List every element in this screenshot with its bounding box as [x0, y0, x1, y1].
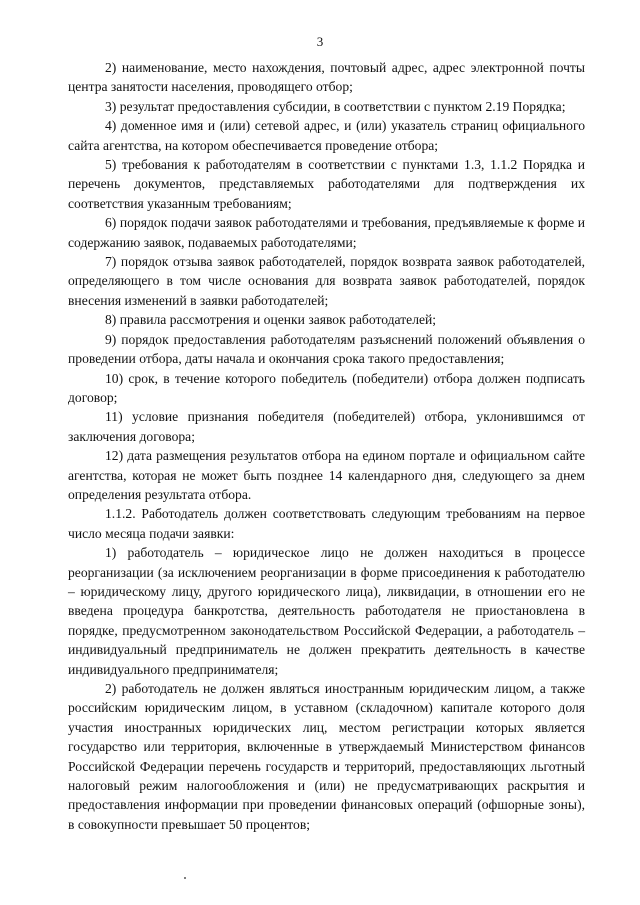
paragraph-item-2: 2) наименование, место нахождения, почтовый адрес, адрес электронной почты центра занятости населения, проводящего отбор;: [68, 60, 585, 95]
paragraph-item-11: 11) условие признания победителя (победителей) отбора, уклонившимся от заключения договора;: [68, 409, 585, 444]
scan-speck: [184, 877, 186, 879]
paragraph-item-7: 7) порядок отзыва заявок работодателей, порядок возврата заявок работодателей, определяющего в том числе основания для возврата заявок работодателей, порядок внесения изменений в заявки работодателей;: [68, 254, 585, 308]
document-body: [68, 58, 585, 834]
section-heading-1-1-2: 1.1.2. Работодатель должен соответствовать следующим требованиям на первое число месяца подачи заявки:: [68, 506, 585, 541]
paragraph-item-5: 5) требования к работодателям в соответствии с пунктами 1.3, 1.1.2 Порядка и перечень документов, представляемых работодателями для подтверждения их соответствия указанным требованиям;: [68, 157, 585, 211]
paragraph-item-9: 9) порядок предоставления работодателям разъяснений положений объявления о проведении отбора, даты начала и окончания срока такого предоставления;: [68, 331, 585, 367]
requirement-item-2: 2) работодатель не должен являться иностранным юридическим лицом, а также российским юридическим лицом, в уставном (складочном) капитале которого доля участия иностранных юридических лиц, местом регистрации которых является государство или территория, включенные в утверждаемый Министерством финансов Российской Федерации перечень государств и территорий, предоставляющих льготный налоговый режим налогообложения и (или) не предусматривающих раскрытия и предоставления информации при проведении финансовых операций (офшорные зоны), в совокупности превышает 50 процентов;: [68, 681, 585, 832]
page-number: 3: [316, 34, 324, 49]
paragraph-item-4: 4) доменное имя и (или) сетевой адрес, и (или) указатель страниц официального сайта агентства, на котором обеспечивается проведение отбора;: [68, 118, 585, 153]
requirement-item-1: 1) работодатель – юридическое лицо не должен находиться в процессе реорганизации (за исключением реорганизации в форме присоединения к работодателю – юридическому лицу, другого юридического лица), ликвидации, в отношении его не введена процедура банкротства, деятельность работодателя не приостановлена в порядке, предусмотренном законодательством Российской Федерации, а работодатель – индивидуальный предприниматель не должен прекратить деятельность в качестве индивидуального предпринимателя;: [68, 545, 585, 677]
paragraph-item-8: 8) правила рассмотрения и оценки заявок работодателей;: [105, 312, 437, 328]
paragraph-item-10: 10) срок, в течение которого победитель (победители) отбора должен подписать договор;: [68, 370, 585, 405]
paragraph-item-6: 6) порядок подачи заявок работодателями и требования, предъявляемые к форме и содержанию заявок, подаваемых работодателями;: [68, 215, 585, 250]
paragraph-item-3: 3) результат предоставления субсидии, в соответствии с пунктом 2.19 Порядка;: [105, 98, 566, 114]
paragraph-item-12: 12) дата размещения результатов отбора на едином портале и официальном сайте агентства, которая не может быть позднее 14 календарного дня, следующего за днем определения результата отбора.: [68, 448, 585, 502]
